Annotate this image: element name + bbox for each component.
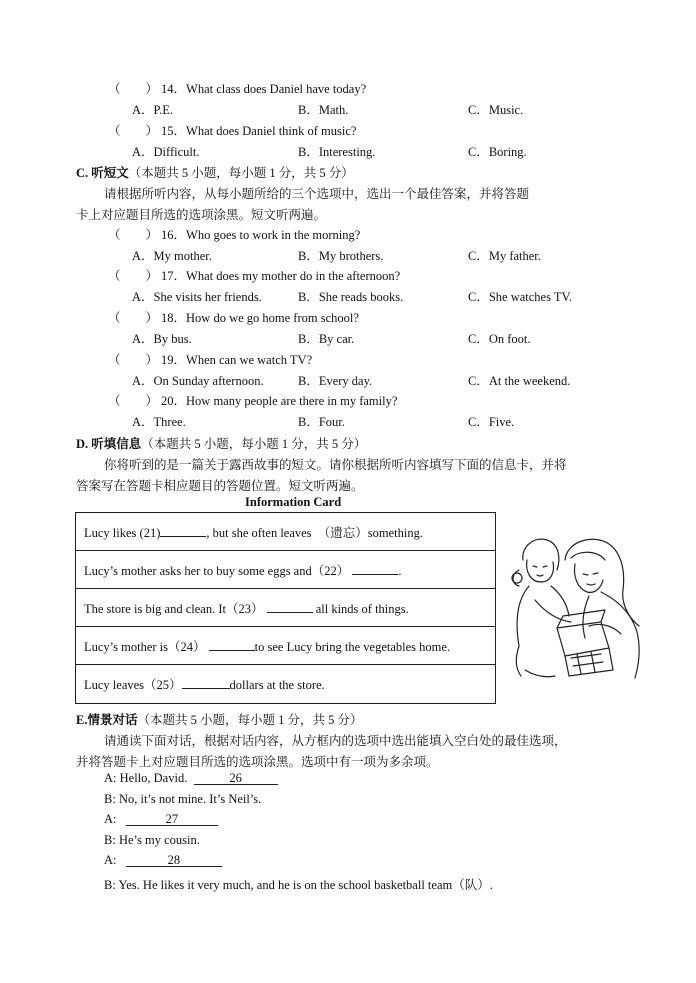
q14-option-a: A．P.E. [132, 103, 173, 117]
dialogue-line-1-text: Hello, David. [119, 771, 188, 785]
q17-text: What does my mother do in the afternoon? [186, 269, 401, 283]
dialogue-line-6 [104, 875, 493, 893]
speaker-b: B: [104, 792, 116, 806]
q18-option-c: C．On foot. [468, 332, 531, 346]
card-row-24-suffix: to see Lucy bring the vegetables home. [254, 639, 451, 654]
card-row-21-suffix: , but she often leaves （遗忘）something. [206, 525, 424, 540]
q16-number: 16． [161, 228, 187, 242]
q20-question [161, 391, 397, 409]
q19-option-b: B．Every day. [298, 374, 373, 388]
part-c-instruction-1: 请根据所听内容，从每小题所给的三个选项中，选出一个最佳答案，并将答题 [104, 187, 530, 201]
speaker-a: A: [104, 812, 117, 826]
speaker-a: A: [104, 771, 117, 785]
q18-option-a: A．By bus. [132, 332, 192, 346]
blank-27[interactable] [126, 812, 218, 826]
q16-option-a: A．My mother. [132, 249, 212, 263]
q19-option-a: A．On Sunday afternoon. [132, 374, 264, 388]
part-d-note: （本题共 5 小题，每小题 1 分，共 5 分） [141, 437, 367, 451]
card-row-23-suffix: all kinds of things. [312, 601, 409, 616]
card-row-23-text: The store is big and clean. It（23） [84, 601, 264, 616]
q17-option-c: C．She watches TV. [468, 290, 573, 304]
blank-28[interactable] [126, 853, 222, 867]
q17-paren: （ ） [108, 269, 159, 283]
q14-text: What class does Daniel have today? [186, 82, 367, 96]
q19-paren: （ ） [108, 353, 159, 367]
part-d-instruction-2: 答案写在答题卡相应题目的答题位置。短文听两遍。 [76, 479, 364, 493]
card-row-21-text: Lucy likes (21) [84, 525, 161, 540]
blank-28-number: 28 [167, 853, 181, 867]
q17-question [161, 266, 400, 284]
q15-number: 15． [161, 124, 187, 138]
q20-text: How many people are there in my family? [186, 394, 398, 408]
speaker-a: A: [104, 853, 117, 867]
q18-option-b: B．By car. [298, 332, 355, 346]
part-d-title: D. 听填信息 [76, 437, 142, 451]
q14-option-b: B．Math. [298, 103, 349, 117]
part-c-note: （本题共 5 小题，每小题 1 分，共 5 分） [128, 166, 354, 180]
q14-paren: （ ） [108, 82, 159, 96]
q14-option-c: C．Music. [468, 103, 524, 117]
q17-option-a: A．She visits her friends. [132, 290, 262, 304]
information-card-title: Information Card [245, 495, 342, 509]
q16-question [161, 225, 360, 243]
dialogue-line-3 [104, 812, 218, 827]
q15-option-c: C．Boring. [468, 145, 527, 159]
q14-question [161, 79, 366, 97]
part-e-title: E.情景对话 [76, 713, 138, 727]
q17-option-b: B．She reads books. [298, 290, 404, 304]
dialogue-line-2 [104, 792, 261, 807]
dialogue-line-2-text: No, it’s not mine. It’s Neil’s. [118, 792, 262, 806]
blank-25[interactable] [182, 676, 230, 689]
q14-number: 14． [161, 82, 187, 96]
part-d-instruction-1: 你将听到的是一篇关于露西故事的短文。请你根据所听内容填写下面的信息卡，并将 [104, 458, 567, 472]
q15-option-b: B．Interesting. [298, 145, 376, 159]
dialogue-line-4-text: He’s my cousin. [118, 833, 200, 847]
part-c-heading [76, 163, 354, 181]
blank-27-number: 27 [165, 812, 179, 826]
card-row-24-text: Lucy’s mother is（24） [84, 639, 206, 654]
q15-option-a: A．Difficult. [132, 145, 200, 159]
card-row-22-suffix: . [398, 563, 402, 578]
q19-question [161, 350, 312, 368]
q18-text: How do we go home from school? [186, 311, 359, 325]
q15-paren: （ ） [108, 124, 159, 138]
blank-21[interactable] [160, 524, 206, 537]
q19-option-c: C．At the weekend. [468, 374, 571, 388]
part-e-instruction-2: 并将答题卡上对应题目所选的选项涂黑。选项中有一项为多余项。 [76, 755, 439, 769]
q16-option-b: B．My brothers. [298, 249, 384, 263]
q20-number: 20． [161, 394, 187, 408]
q18-paren: （ ） [108, 311, 159, 325]
mother-daughter-illustration [505, 530, 645, 680]
card-row-22-text: Lucy’s mother asks her to buy some eggs and（22） [84, 563, 350, 578]
blank-24[interactable] [209, 638, 255, 651]
q16-option-c: C．My father. [468, 249, 541, 263]
part-e-instruction-1: 请通读下面对话，根据对话内容，从方框内的选项中选出能填入空白处的最佳选项， [104, 734, 567, 748]
part-d-heading [76, 434, 366, 452]
card-row-24 [76, 627, 496, 665]
q20-option-c: C．Five. [468, 415, 515, 429]
q15-text: What does Daniel think of music? [186, 124, 357, 138]
q15-question [161, 121, 356, 139]
blank-26-number: 26 [229, 771, 242, 785]
speaker-b: B: [104, 878, 116, 892]
q18-question [161, 308, 359, 326]
speaker-b: B: [104, 833, 116, 847]
card-row-25-text: Lucy leaves（25） [84, 678, 182, 692]
card-row-25-suffix: dollars at the store. [229, 678, 325, 692]
q17-number: 17． [161, 269, 187, 283]
blank-22[interactable] [352, 562, 398, 575]
q16-paren: （ ） [108, 228, 159, 242]
q20-option-b: B．Four. [298, 415, 345, 429]
dialogue-line-1 [104, 771, 278, 786]
q20-option-a: A．Three. [132, 415, 186, 429]
dialogue-line-6-text: Yes. He likes it very much, and he is on the school basketball team（队）. [118, 878, 493, 892]
card-row-22 [76, 551, 496, 589]
q16-text: Who goes to work in the morning? [186, 228, 361, 242]
part-e-heading [76, 710, 362, 728]
dialogue-line-5 [104, 853, 222, 868]
q19-number: 19． [161, 353, 187, 367]
q20-paren: （ ） [108, 394, 159, 408]
blank-23[interactable] [267, 600, 313, 613]
blank-26[interactable] [194, 771, 278, 785]
part-c-instruction-2: 卡上对应题目所选的选项涂黑。短文听两遍。 [76, 208, 327, 222]
card-row-25 [76, 665, 496, 704]
card-row-21 [76, 513, 496, 551]
part-e-note: （本题共 5 小题，每小题 1 分，共 5 分） [137, 713, 363, 727]
q18-number: 18． [161, 311, 187, 325]
dialogue-line-4 [104, 833, 200, 848]
card-row-23 [76, 589, 496, 627]
q19-text: When can we watch TV? [186, 353, 313, 367]
part-c-title: C. 听短文 [76, 166, 129, 180]
information-card [75, 512, 496, 704]
